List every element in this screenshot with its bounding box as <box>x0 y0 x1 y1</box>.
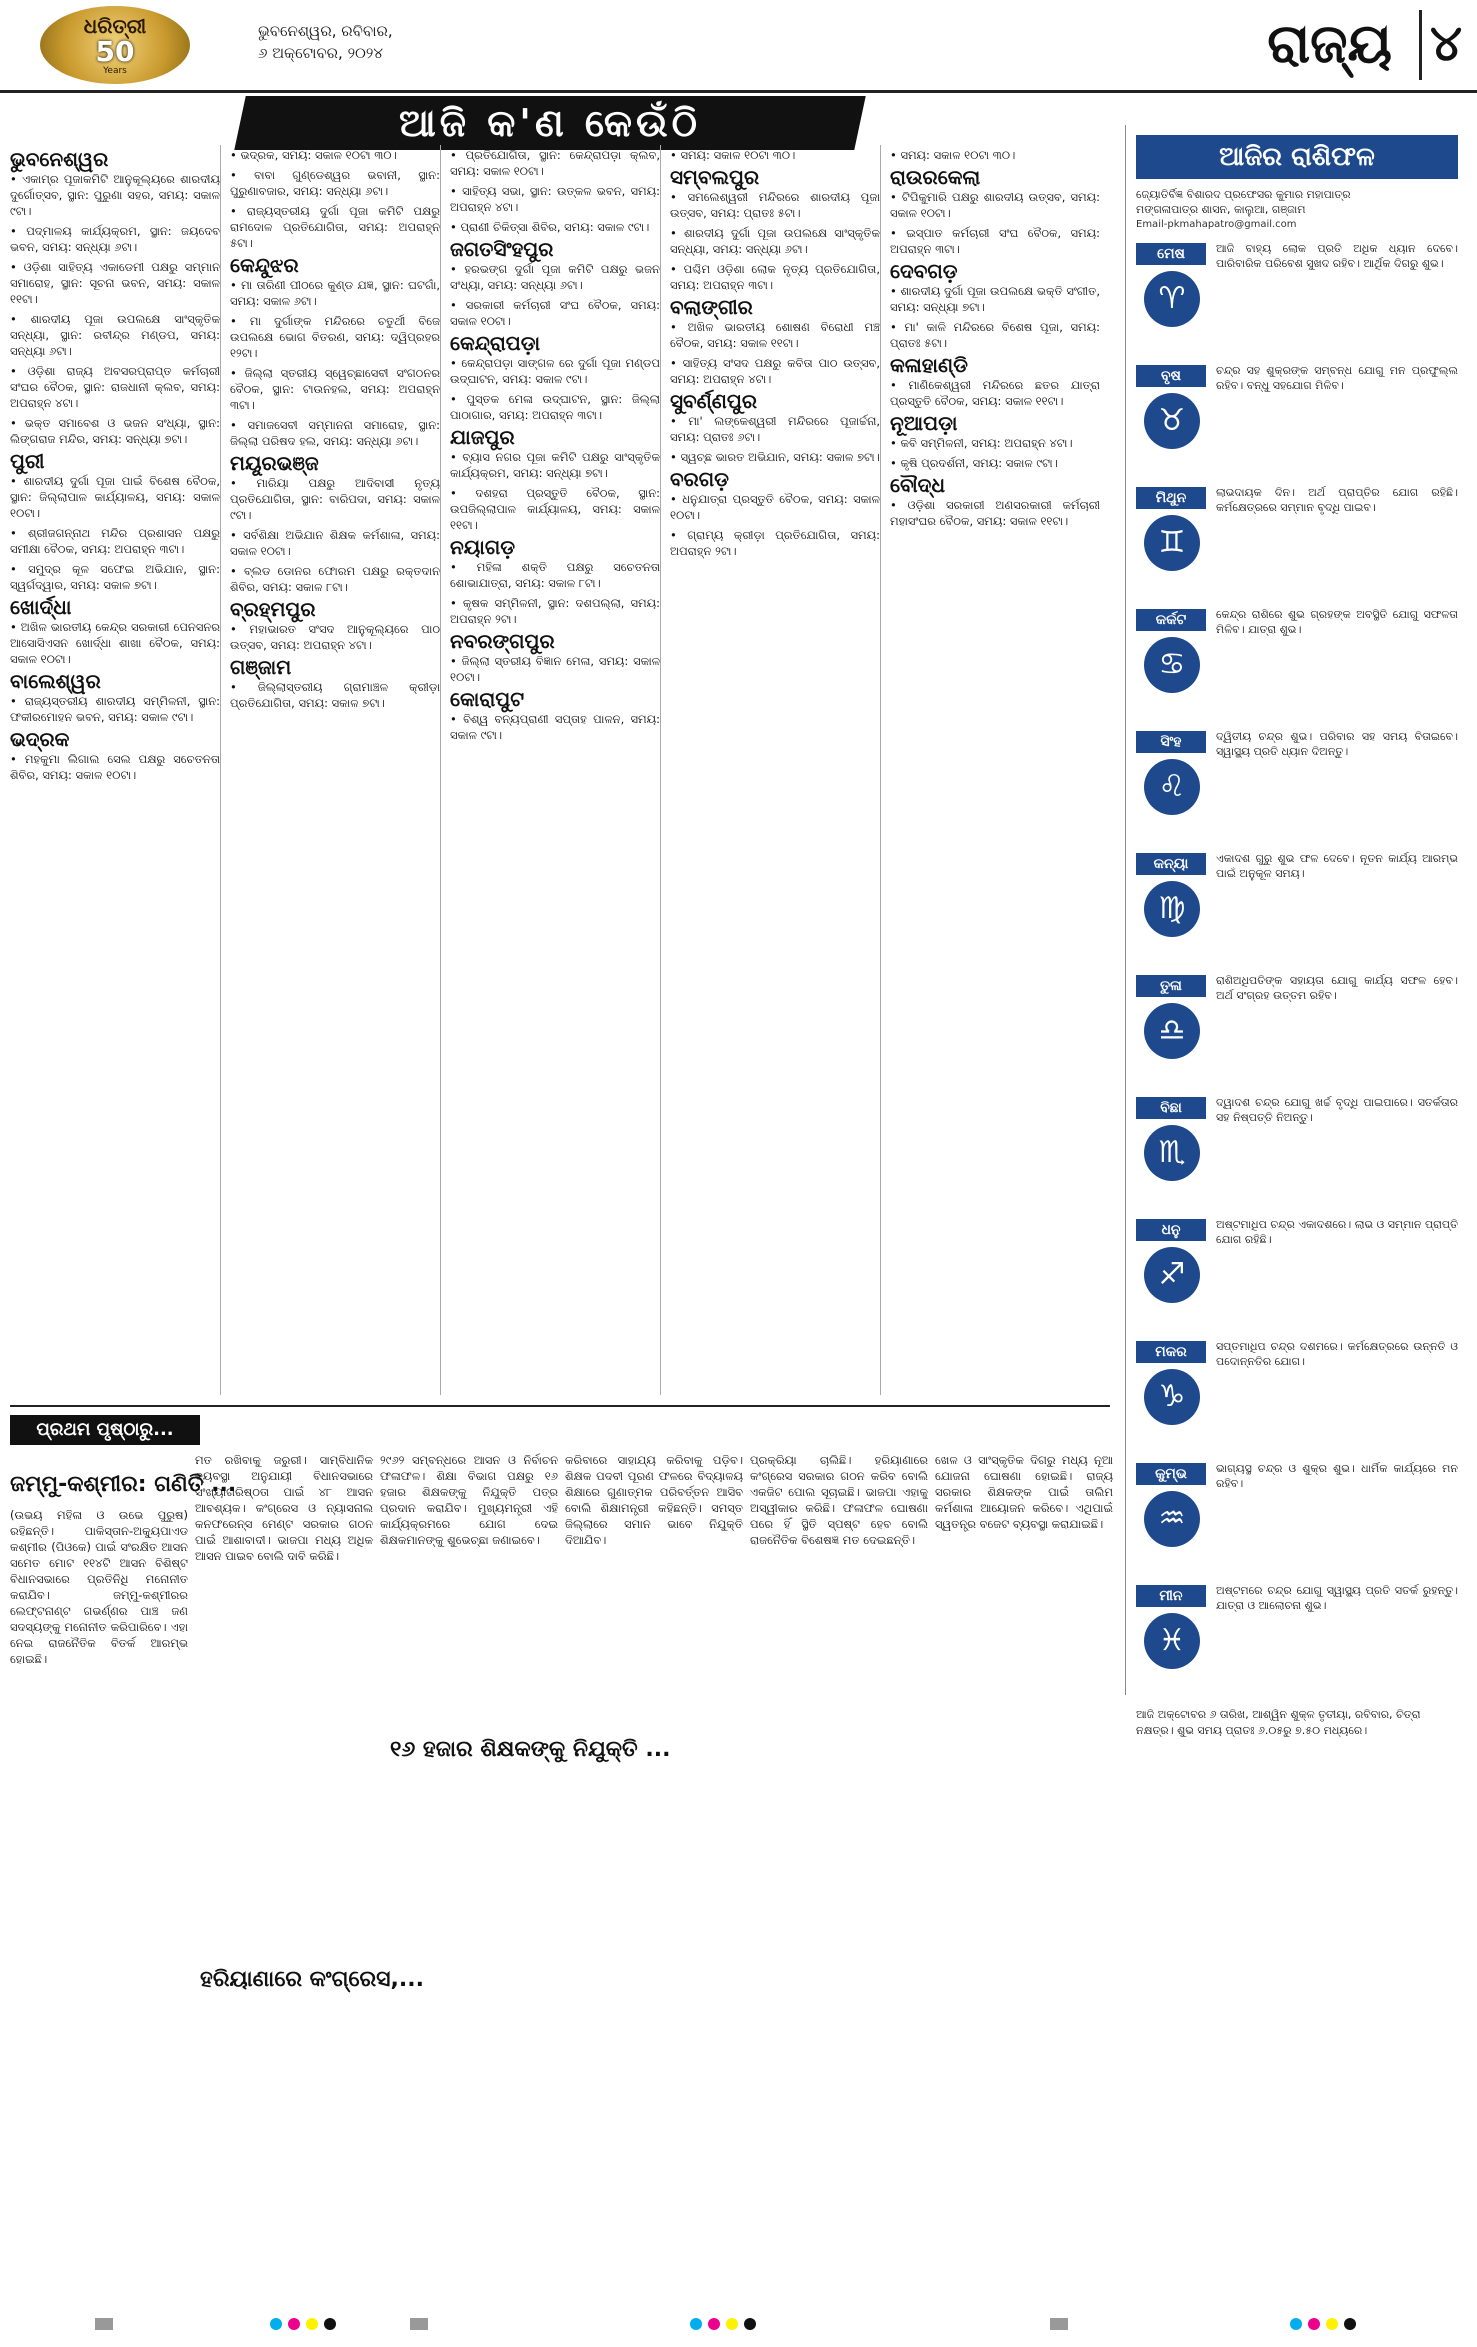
event-item: • ଟିପିକୁମାରି ପକ୍ଷରୁ ଶାରଦୀୟ ଉତ୍ସବ, ସମୟ: ସକାଳ ୧୦ଟା। <box>890 189 1100 221</box>
place-heading: ଖୋର୍ଦ୍ଧା <box>10 595 72 619</box>
page-number: ୪ <box>1429 14 1462 72</box>
front-page-article-column: ପ୍ରକ୍ରିୟା ଚାଲିଛି। ହରିୟାଣାରେ କଂଗ୍ରେସ ସରକାର ଗଠନ କରିବ ବୋଲି ଏକଜିଟ ପୋଲ ସୂଚାଇଛି। ଭାଜପା ଏହାକୁ ଅସ୍ୱୀକାର କରିଛି। ଫଳାଫଳ ଘୋଷଣା ପରେ ହିଁ ସ୍ଥିତି ସ୍ପଷ୍ଟ ହେବ ବୋଲି ରାଜନୈତିକ ବିଶେଷଜ୍ଞ ମତ ଦେଇଛନ୍ତି। <box>750 1453 928 1547</box>
event-item: • ମାରିୟା ପକ୍ଷରୁ ଆଦିବାସୀ ନୃତ୍ୟ ପ୍ରତିଯୋଗିତା, ସ୍ଥାନ: ବାରିପଦା, ସମୟ: ସକାଳ ୯ଟା। <box>230 475 440 523</box>
event-item: • ଜିଲ୍ଲା ସ୍ତରୀୟ ସ୍ୱେଚ୍ଛାସେବୀ ସଂଗଠନର ବୈଠକ, ସ୍ଥାନ: ଟାଉନହଲ, ସମୟ: ଅପରାହ୍ନ ୩ଟା। <box>230 365 440 413</box>
zodiac-name: କୁମ୍ଭ <box>1136 1463 1206 1485</box>
logo-name: ଧରିତ୍ରୀ <box>83 14 147 38</box>
virgo-icon: ♍ <box>1144 881 1200 937</box>
sagittarius-icon: ♐ <box>1144 1247 1200 1303</box>
event-item: • ପ୍ରାଣୀ ଚିକିତ୍ସା ଶିବିର, ସମୟ: ସକାଳ ୯ଟା। <box>450 219 660 235</box>
leo-icon: ♌ <box>1144 759 1200 815</box>
headline-teachers: ୧୬ ହଜାର ଶିକ୍ଷକଙ୍କୁ ନିଯୁକ୍ତି ... <box>390 1737 671 1762</box>
place-heading: ବରଗଡ଼ <box>670 467 729 491</box>
front-page-article-column: ଖେଳ ଓ ସାଂସ୍କୃତିକ ଦିଗରୁ ମଧ୍ୟ ନୂଆ ଯୋଜନା ଘୋଷଣା ହୋଇଛି। ରାଜ୍ୟ ସରକାର ଶିକ୍ଷକଙ୍କ ପାଇଁ ତାଲିମ କର୍ମଶାଳା ଆୟୋଜନ କରିବେ। ଏଥିପାଇଁ ସ୍ୱତନ୍ତ୍ର ବଜେଟ ବ୍ୟବସ୍ଥା କରାଯାଇଛି। <box>935 1453 1113 1531</box>
aries-icon: ♈ <box>1144 271 1200 327</box>
event-item: • ଇସ୍ପାତ କର୍ମଚାରୀ ସଂଘ ବୈଠକ, ସମୟ: ଅପରାହ୍ନ ୩ଟା। <box>890 225 1100 257</box>
registration-mark <box>410 2318 428 2330</box>
event-item: • ଗ୍ରାମ୍ୟ କ୍ରୀଡ଼ା ପ୍ରତିଯୋଗିତା, ସମୟ: ଅପରାହ୍ନ ୨ଟା। <box>670 527 880 559</box>
event-item: • ରାଜ୍ୟସ୍ତରୀୟ ଶାରଦୀୟ ସମ୍ମିଳନୀ, ସ୍ଥାନ: ଫକୀରମୋହନ ଭବନ, ସମୟ: ସକାଳ ୯ଟା। <box>10 693 220 725</box>
event-item: • ହରଭଙ୍ଗ ଦୁର୍ଗା ପୂଜା କମିଟି ପକ୍ଷରୁ ଭଜନ ସଂଧ୍ୟା, ସମୟ: ସନ୍ଧ୍ୟା ୬ଟା। <box>450 261 660 293</box>
astrologer-address: ମଙ୍ଗଳାପାତ୍ର ଶାସନ, କାଲୁଆ, ଗଞ୍ଜାମ <box>1136 203 1306 216</box>
event-item: • ଓଡ଼ିଶା ସରକାରୀ ଅଣସରକାରୀ କର୍ମଚାରୀ ମହାସଂଘର ବୈଠକ, ସମୟ: ସକାଳ ୧୧ଟା। <box>890 497 1100 529</box>
zodiac-name: ତୁଳା <box>1136 975 1206 997</box>
zodiac-name: ବୃଷ <box>1136 365 1206 387</box>
place-heading: ଭୁବନେଶ୍ୱର <box>10 147 109 171</box>
taurus-icon: ♉ <box>1144 393 1200 449</box>
events-column <box>230 145 441 1395</box>
event-item: • ଶାରଦୀୟ ଦୁର୍ଗା ପୂଜା ଉପଲକ୍ଷେ ସାଂସ୍କୃତିକ ସନ୍ଧ୍ୟା, ସମୟ: ସନ୍ଧ୍ୟା ୬ଟା। <box>670 225 880 257</box>
event-item: • ଶ୍ରୀଜଗନ୍ନାଥ ମନ୍ଦିର ପ୍ରଶାସନ ପକ୍ଷରୁ ସମୀକ୍ଷା ବୈଠକ, ସମୟ: ଅପରାହ୍ନ ୩ଟା। <box>10 525 220 557</box>
event-item: • ମହିଳା ଶକ୍ତି ପକ୍ଷରୁ ସଚେତନତା ଶୋଭାଯାତ୍ରା, ସମୟ: ସକାଳ ୮ଟା। <box>450 559 660 591</box>
front-page-article-column: ୨୯୬୨ ସମ୍ବନ୍ଧରେ ଆସନ ଓ ନିର୍ବାଚନ ଫଳାଫଳ। ଶିକ୍ଷା ବିଭାଗ ପକ୍ଷରୁ ୧୬ ହଜାର ଶିକ୍ଷକଙ୍କୁ ନିଯୁକ୍ତି ପତ୍ର ପ୍ରଦାନ କରାଯିବ। ମୁଖ୍ୟମନ୍ତ୍ରୀ ଏହି କାର୍ଯ୍ୟକ୍ରମରେ ଯୋଗ ଦେଇ ଶିକ୍ଷକମାନଙ୍କୁ ଶୁଭେଚ୍ଛା ଜଣାଇବେ। <box>380 1453 558 1547</box>
zodiac-text: ଦ୍ୱିତୀୟ ଚନ୍ଦ୍ର ଶୁଭ। ପରିବାର ସହ ସମୟ ବିତାଇବେ। ସ୍ୱାସ୍ଥ୍ୟ ପ୍ରତି ଧ୍ୟାନ ଦିଅନ୍ତୁ। <box>1216 730 1458 758</box>
zodiac-name: ଧନୁ <box>1136 1219 1206 1241</box>
zodiac-text: ଏକାଦଶ ଗୁରୁ ଶୁଭ ଫଳ ଦେବେ। ନୂତନ କାର୍ଯ୍ୟ ଆରମ୍ଭ ପାଇଁ ଅନୁକୂଳ ସମୟ। <box>1216 852 1458 880</box>
place-heading: ସୁବର୍ଣ୍ଣପୁର <box>670 389 758 413</box>
event-item: • ସମୟ: ସକାଳ ୧୦ଟା ୩୦। <box>890 147 1100 163</box>
event-item: • ଜିଲ୍ଲାସ୍ତରୀୟ ଗ୍ରାମାଞ୍ଚଳ କ୍ରୀଡ଼ା ପ୍ରତିଯୋଗିତା, ସମୟ: ସକାଳ ୭ଟା। <box>230 679 440 711</box>
place-heading: କେନ୍ଦୁଝର <box>230 253 299 277</box>
events-column <box>10 145 221 1395</box>
section-title: ରାଜ୍ୟ <box>1267 12 1392 75</box>
event-item: • ମା ଦୁର୍ଗାଙ୍କ ମନ୍ଦିରରେ ଚତୁର୍ଥୀ ବିଜେ ଉପଲକ୍ଷେ ଭୋଗ ବିତରଣ, ସମୟ: ଦ୍ୱିପ୍ରହର ୧୨ଟା। <box>230 313 440 361</box>
place-heading: ଭଦ୍ରକ <box>10 727 70 751</box>
event-item: • ମହାଭାରତ ସଂସଦ ଆନୁକୂଲ୍ୟରେ ପାଠ ଉତ୍ସବ, ସମୟ: ଅପରାହ୍ନ ୪ଟା। <box>230 621 440 653</box>
front-page-article-column: କରିବାରେ ସାହାଯ୍ୟ କରିବାକୁ ପଡ଼ିବ। ଶିକ୍ଷକ ପଦବୀ ପୂରଣ ଫଳରେ ବିଦ୍ୟାଳୟ ଶିକ୍ଷାରେ ଗୁଣାତ୍ମକ ପରିବର୍ତ୍ତନ ଆସିବ ବୋଲି ଶିକ୍ଷାମନ୍ତ୍ରୀ କହିଛନ୍ତି। ସମସ୍ତ ଜିଲ୍ଲାରେ ସମାନ ଭାବେ ନିଯୁକ୍ତି ଦିଆଯିବ। <box>565 1453 743 1547</box>
zodiac-text: ସପ୍ତମାଧିପ ଚନ୍ଦ୍ର ଦଶମରେ। କର୍ମକ୍ଷେତ୍ରରେ ଉନ୍ନତି ଓ ପଦୋନ୍ନତିର ଯୋଗ। <box>1216 1340 1458 1368</box>
registration-mark <box>95 2318 113 2330</box>
event-item: • ସମୟ: ସକାଳ ୧୦ଟା ୩୦। <box>670 147 880 163</box>
event-item: • ସ୍ୱଚ୍ଛ ଭାରତ ଅଭିଯାନ, ସମୟ: ସକାଳ ୭ଟା। <box>670 449 880 465</box>
event-item: • ଓଡ଼ିଶା ରାଜ୍ୟ ଅବସରପ୍ରାପ୍ତ କର୍ମଚାରୀ ସଂଘର ବୈଠକ, ସ୍ଥାନ: ରାଜଧାନୀ କ୍ଲବ, ସମୟ: ଅପରାହ୍ନ ୪ଟା। <box>10 363 220 411</box>
registration-mark <box>1050 2318 1068 2330</box>
place-heading: ବାଲେଶ୍ୱର <box>10 669 101 693</box>
event-item: • ଏକାମ୍ର ପୂଜାକମିଟି ଆନୁକୂଲ୍ୟରେ ଶାରଦୀୟ ଦୁର୍ଗୋତ୍ସବ, ସ୍ଥାନ: ପୁରୁଣା ସହର, ସମୟ: ସକାଳ ୯ଟା। <box>10 171 220 219</box>
rashifal-heading: ଆଜିର ରାଶିଫଳ <box>1136 135 1458 179</box>
place-heading: କଳାହାଣ୍ଡି <box>890 353 968 377</box>
zodiac-text: କେନ୍ଦ୍ର ରାଶିରେ ଶୁଭ ଗ୍ରହଙ୍କ ଅବସ୍ଥିତି ଯୋଗୁ ସଫଳତା ମିଳିବ। ଯାତ୍ରା ଶୁଭ। <box>1216 608 1458 636</box>
zodiac-text: ଅଷ୍ଟମରେ ଚନ୍ଦ୍ର ଯୋଗୁ ସ୍ୱାସ୍ଥ୍ୟ ପ୍ରତି ସତର୍କ ରୁହନ୍ତୁ। ଯାତ୍ରା ଓ ଆଲୋଚନା ଶୁଭ। <box>1216 1584 1458 1612</box>
event-item: • କେନ୍ଦ୍ରାପଡ଼ା ସାଙ୍ଗଳ ରେ ଦୁର୍ଗା ପୂଜା ମଣ୍ଡପ ଉଦ୍‌ଘାଟନ, ସମୟ: ସକାଳ ୯ଟା। <box>450 355 660 387</box>
events-column <box>670 145 881 1395</box>
event-item: • କୃଷକ ସମ୍ମିଳନୀ, ସ୍ଥାନ: ଦଶପଲ୍ଲା, ସମୟ: ଅପରାହ୍ନ ୨ଟା। <box>450 595 660 627</box>
place-heading: ମୟୂରଭଞ୍ଜ <box>230 451 319 475</box>
event-item: • ପ୍ରତିଯୋଗିତା, ସ୍ଥାନ: କେନ୍ଦ୍ରାପଡ଼ା କ୍ଲବ, ସମୟ: ସକାଳ ୧୦ଟା। <box>450 147 660 179</box>
section-divider <box>1419 10 1422 80</box>
event-item: • ଶାରଦୀୟ ପୂଜା ଉପଲକ୍ଷେ ସାଂସ୍କୃତିକ ସନ୍ଧ୍ୟା, ସ୍ଥାନ: ରବୀନ୍ଦ୍ର ମଣ୍ଡପ, ସମୟ: ସନ୍ଧ୍ୟା ୬ଟା। <box>10 311 220 359</box>
zodiac-name: ମିଥୁନ <box>1136 487 1206 509</box>
capricorn-icon: ♑ <box>1144 1369 1200 1425</box>
place-heading: କୋରାପୁଟ <box>450 687 525 711</box>
rashifal-column <box>1125 125 1466 1737</box>
front-page-continuation <box>10 1405 1113 2307</box>
events-columns <box>10 145 1110 1395</box>
logo-years-word: Years <box>103 66 127 76</box>
astrologer-info <box>1136 187 1458 232</box>
event-item: • ବ୍ଲଡ ଡୋନର ଫୋରମ ପକ୍ଷରୁ ରକ୍ତଦାନ ଶିବିର, ସମୟ: ସକାଳ ୮ଟା। <box>230 563 440 595</box>
dateline <box>258 20 393 64</box>
astrologer-email: Email-pkmahapatro@gmail.com <box>1136 219 1297 230</box>
zodiac-name: ମକର <box>1136 1341 1206 1363</box>
event-item: • ସାହିତ୍ୟ ସଭା, ସ୍ଥାନ: ଉତ୍କଳ ଭବନ, ସମୟ: ଅପରାହ୍ନ ୪ଟା। <box>450 183 660 215</box>
front-page-article-column: (ଉଭୟ ମହିଳା ଓ ଉଭେ ପୁରୁଷ) ରହିଛନ୍ତି। ପାକିସ୍ତାନ-ଅକ୍ୟୁପାଏଡ କଶ୍ମୀର (ପିଓକେ) ପାଇଁ ସଂରକ୍ଷିତ ଆସନ ସମେତ ମୋଟ ୧୧୪ଟି ଆସନ ବିଶିଷ୍ଟ ବିଧାନସଭାରେ ପ୍ରତିନିଧି ମନୋନୀତ କରାଯିବ। ଜମ୍ମୁ-କଶ୍ମୀରର ଲେଫ୍ଟନାଣ୍ଟ ଗଭର୍ଣ୍ଣର ପାଞ୍ଚ ଜଣ ସଦସ୍ୟଙ୍କୁ ମନୋନୀତ କରିପାରିବେ। ଏହା ନେଇ ରାଜନୈତିକ ବିତର୍କ ଆରମ୍ଭ ହୋଇଛି। <box>10 1508 188 1666</box>
event-item: • ବିଶ୍ୱ ବନ୍ୟପ୍ରାଣୀ ସପ୍ତାହ ପାଳନ, ସମୟ: ସକାଳ ୯ଟା। <box>450 711 660 743</box>
color-registration-dots <box>690 2318 756 2330</box>
zodiac-text: ଆଜି ବାହ୍ୟ ଲୋକ ପ୍ରତି ଅଧିକ ଧ୍ୟାନ ଦେବେ। ପାରିବାରିକ ପରିବେଶ ସୁଖଦ ରହିବ। ଆର୍ଥିକ ଦିଗରୁ ଶୁଭ। <box>1216 242 1458 270</box>
place-heading: ବଲାଙ୍ଗୀର <box>670 295 753 319</box>
zodiac-name: ସିଂହ <box>1136 731 1206 753</box>
event-item: • ଜିଲ୍ଲା ସ୍ତରୀୟ ବିଜ୍ଞାନ ମେଳା, ସମୟ: ସକାଳ ୧୦ଟା। <box>450 653 660 685</box>
event-item: • ସରକାରୀ କର୍ମଚାରୀ ସଂଘ ବୈଠକ, ସମୟ: ସକାଳ ୧୦ଟା। <box>450 297 660 329</box>
aquarius-icon: ♒ <box>1144 1491 1200 1547</box>
event-item: • ଭଦ୍ରକ, ସମୟ: ସକାଳ ୧୦ଟା ୩୦। <box>230 147 440 163</box>
zodiac-text: ଅଷ୍ଟମାଧିପ ଚନ୍ଦ୍ର ଏକାଦଶରେ। ଲାଭ ଓ ସମ୍ମାନ ପ୍ରାପ୍ତି ଯୋଗ ରହିଛି। <box>1216 1218 1458 1246</box>
place-heading: ନୟାଗଡ଼ <box>450 535 516 559</box>
front-page-heading: ପ୍ରଥମ ପୃଷ୍ଠାରୁ... <box>10 1415 200 1445</box>
event-item: • କବି ସମ୍ମିଳନୀ, ସମୟ: ଅପରାହ୍ନ ୪ଟା। <box>890 435 1100 451</box>
events-banner <box>234 96 865 150</box>
event-item: • ଦଶହରା ପ୍ରସ୍ତୁତି ବୈଠକ, ସ୍ଥାନ: ଉପଜିଲ୍ଲାପାଳ କାର୍ଯ୍ୟାଳୟ, ସମୟ: ସକାଳ ୧୧ଟା। <box>450 485 660 533</box>
event-item: • ଶାରଦୀୟ ଦୁର୍ଗା ପୂଜା ଉପଲକ୍ଷେ ଭକ୍ତି ସଂଗୀତ, ସମୟ: ସନ୍ଧ୍ୟା ୭ଟା। <box>890 283 1100 315</box>
color-registration-dots <box>270 2318 336 2330</box>
date-line-1: ଭୁବନେଶ୍ୱର, ରବିବାର, <box>258 22 393 40</box>
place-heading: କେନ୍ଦ୍ରାପଡ଼ା <box>450 331 541 355</box>
event-item: • ବ୍ୟାସ ନଗର ପୂଜା କମିଟି ପକ୍ଷରୁ ସାଂସ୍କୃତିକ କାର୍ଯ୍ୟକ୍ରମ, ସମୟ: ସନ୍ଧ୍ୟା ୭ଟା। <box>450 449 660 481</box>
masthead <box>0 0 1477 93</box>
event-item: • ପଦ୍ମାଳୟ କାର୍ଯ୍ୟକ୍ରମ, ସ୍ଥାନ: ଜୟଦେବ ଭବନ, ସମୟ: ସନ୍ଧ୍ୟା ୬ଟା। <box>10 223 220 255</box>
zodiac-name: ମେଷ <box>1136 243 1206 265</box>
event-item: • ମା' କାଳି ମନ୍ଦିରରେ ବିଶେଷ ପୂଜା, ସମୟ: ପ୍ରାତଃ ୫ଟା। <box>890 319 1100 351</box>
zodiac-text: ଭାଗ୍ୟସ୍ଥ ଚନ୍ଦ୍ର ଓ ଶୁକ୍ର ଶୁଭ। ଧାର୍ମିକ କାର୍ଯ୍ୟରେ ମନ ରହିବ। <box>1216 1462 1458 1490</box>
zodiac-name: କର୍କଟ <box>1136 609 1206 631</box>
zodiac-text: ଦ୍ୱାଦଶ ଚନ୍ଦ୍ର ଯୋଗୁ ଖର୍ଚ୍ଚ ବୃଦ୍ଧି ପାଇପାରେ। ସତର୍କତାର ସହ ନିଷ୍ପତ୍ତି ନିଅନ୍ତୁ। <box>1216 1096 1458 1124</box>
scorpio-icon: ♏ <box>1144 1125 1200 1181</box>
zodiac-name: ମୀନ <box>1136 1585 1206 1607</box>
events-column <box>890 145 1100 1395</box>
libra-icon: ♎ <box>1144 1003 1200 1059</box>
gemini-icon: ♊ <box>1144 515 1200 571</box>
logo-years: 50 <box>95 35 135 68</box>
place-heading: ଯାଜପୁର <box>450 425 515 449</box>
event-item: • ପଶ୍ଚିମ ଓଡ଼ିଶା ଲୋକ ନୃତ୍ୟ ପ୍ରତିଯୋଗିତା, ସମୟ: ଅପରାହ୍ନ ୩ଟା। <box>670 261 880 293</box>
panchang-text: ଆଜି ଅକ୍ଟୋବର ୬ ତାରିଖ, ଆଶ୍ୱିନ ଶୁକ୍ଳ ତୃତୀୟା, ରବିବାର, ଚିତ୍ରା ନକ୍ଷତ୍ର। ଶୁଭ ସମୟ ପ୍ରାତଃ ୬.୦୫ରୁ ୭.୫୦ ମଧ୍ୟରେ। <box>1136 1708 1421 1737</box>
place-heading: ନବରଙ୍ଗପୁର <box>450 629 555 653</box>
zodiac-text: ଲାଭଦାୟକ ଦିନ। ଅର୍ଥ ପ୍ରାପ୍ତିର ଯୋଗ ରହିଛି। କର୍ମକ୍ଷେତ୍ରରେ ସମ୍ମାନ ବୃଦ୍ଧି ପାଇବ। <box>1216 486 1458 514</box>
headline-haryana: ହରିୟାଣାରେ କଂଗ୍ରେସ,... <box>200 1967 424 1992</box>
event-item: • ସମୁଦ୍ର କୂଳ ସଫେଇ ଅଭିଯାନ, ସ୍ଥାନ: ସ୍ୱର୍ଗଦ୍ୱାର, ସମୟ: ସକାଳ ୭ଟା। <box>10 561 220 593</box>
event-item: • ଭକ୍ତ ସମାବେଶ ଓ ଭଜନ ସଂଧ୍ୟା, ସ୍ଥାନ: ଲିଙ୍ଗରାଜ ମନ୍ଦିର, ସମୟ: ସନ୍ଧ୍ୟା ୭ଟା। <box>10 415 220 447</box>
event-item: • ବାବା ଗୁଣ୍ଡେଶ୍ୱର ଭବାନୀ, ସ୍ଥାନ: ପୁରୁଣାବଜାର, ସମୟ: ସନ୍ଧ୍ୟା ୬ଟା। <box>230 167 440 199</box>
event-item: • ଅଖିଳ ଭାରତୀୟ କେନ୍ଦ୍ର ସରକାରୀ ପେନସନର ଆସୋସିଏସନ ଖୋର୍ଦ୍ଧା ଶାଖା ବୈଠକ, ସମୟ: ସକାଳ ୧୦ଟା। <box>10 619 220 667</box>
event-item: • ଶାରଦୀୟ ଦୁର୍ଗା ପୂଜା ପାଇଁ ବିଶେଷ ବୈଠକ, ସ୍ଥାନ: ଜିଲ୍ଲାପାଳ କାର୍ଯ୍ୟାଳୟ, ସମୟ: ସକାଳ ୧୦ଟା। <box>10 473 220 521</box>
event-item: • ମହକୁମା ଲିଗାଲ ସେଲ ପକ୍ଷରୁ ସଚେତନତା ଶିବିର, ସମୟ: ସକାଳ ୧୦ଟା। <box>10 751 220 783</box>
astrologer-name: ଜ୍ୟୋତିର୍ବିଜ୍ଞ ବିଶାରଦ ପ୍ରଫେସର କୁମାର ମହାପାତ୍ର <box>1136 188 1351 201</box>
headline-jammu-kashmir: ଜମ୍ମୁ-କଶ୍ମୀର: ଗଣିତି ... <box>10 1472 237 1497</box>
zodiac-name: ବିଛା <box>1136 1097 1206 1119</box>
event-item: • ପୁସ୍ତକ ମେଳା ଉଦ୍‌ଘାଟନ, ସ୍ଥାନ: ଜିଲ୍ଲା ପାଠାଗାର, ସମୟ: ଅପରାହ୍ନ ୩ଟା। <box>450 391 660 423</box>
event-item: • ସମଲେଶ୍ୱରୀ ମନ୍ଦିରରେ ଶାରଦୀୟ ପୂଜା ଉତ୍ସବ, ସମୟ: ପ୍ରାତଃ ୫ଟା। <box>670 189 880 221</box>
events-column <box>450 145 661 1395</box>
front-page-article-column: ମତ ରଖିବାକୁ ଜରୁରୀ। ସାମ୍ବିଧାନିକ ବ୍ୟବସ୍ଥା ଅନୁଯାୟୀ ବିଧାନସଭାରେ ସଂଖ୍ୟାଗରିଷ୍ଠତା ପାଇଁ ୪୮ ଆସନ ଆବଶ୍ୟକ। କଂଗ୍ରେସ ଓ ନ୍ୟାସନାଲ କନଫରେନ୍ସ ମେଣ୍ଟ ସରକାର ଗଠନ ପାଇଁ ଆଶାବାଦୀ। ଭାଜପା ମଧ୍ୟ ଅଧିକ ଆସନ ପାଇବ ବୋଲି ଦାବି କରିଛି। <box>195 1453 373 1563</box>
place-heading: ଦେବଗଡ଼ <box>890 259 958 283</box>
place-heading: ସମ୍ବଲପୁର <box>670 165 760 189</box>
page-footer <box>0 2310 1477 2339</box>
newspaper-logo <box>40 6 190 84</box>
place-heading: ପୁରୀ <box>10 449 45 473</box>
event-item: • ସାହିତ୍ୟ ସଂସଦ ପକ୍ଷରୁ କବିତା ପାଠ ଉତ୍ସବ, ସମୟ: ଅପରାହ୍ନ ୪ଟା। <box>670 355 880 387</box>
date-line-2: ୬ ଅକ୍ଟୋବର, ୨୦୨୪ <box>258 44 383 62</box>
zodiac-name: କନ୍ୟା <box>1136 853 1206 875</box>
cancer-icon: ♋ <box>1144 637 1200 693</box>
event-item: • ରାଜ୍ୟସ୍ତରୀୟ ଦୁର୍ଗା ପୂଜା କମିଟି ପକ୍ଷରୁ ରାମଦୋଳ ପ୍ରତିଯୋଗିତା, ସମୟ: ଅପରାହ୍ନ ୫ଟା। <box>230 203 440 251</box>
event-item: • ସମାଜସେବୀ ସମ୍ମାନନା ସମାରୋହ, ସ୍ଥାନ: ଜିଲ୍ଲା ପରିଷଦ ହଲ, ସମୟ: ସନ୍ଧ୍ୟା ୬ଟା। <box>230 417 440 449</box>
place-heading: ବ୍ରହ୍ମପୁର <box>230 597 316 621</box>
event-item: • ଧନୁଯାତ୍ରା ପ୍ରସ୍ତୁତି ବୈଠକ, ସମୟ: ସକାଳ ୧୦ଟା। <box>670 491 880 523</box>
pisces-icon: ♓ <box>1144 1613 1200 1669</box>
event-item: • ମା ତାରିଣୀ ପୀଠରେ କୁଣ୍ଡ ଯଜ୍ଞ, ସ୍ଥାନ: ଘଟଗାଁ, ସମୟ: ସକାଳ ୬ଟା। <box>230 277 440 309</box>
color-registration-dots <box>1290 2318 1356 2330</box>
event-item: • ସର୍ବଶିକ୍ଷା ଅଭିଯାନ ଶିକ୍ଷକ କର୍ମଶାଳା, ସମୟ: ସକାଳ ୧୦ଟା। <box>230 527 440 559</box>
place-heading: ରାଉରକେଲା <box>890 165 981 189</box>
place-heading: ନୂଆପଡ଼ା <box>890 411 958 435</box>
event-item: • ମାଣିକେଶ୍ୱରୀ ମନ୍ଦିରରେ ଛତର ଯାତ୍ରା ପ୍ରସ୍ତୁତି ବୈଠକ, ସମୟ: ସକାଳ ୧୧ଟା। <box>890 377 1100 409</box>
event-item: • ଅଖିଳ ଭାରତୀୟ ଶୋଷଣ ବିରୋଧୀ ମଞ୍ଚ ବୈଠକ, ସମୟ: ସକାଳ ୧୧ଟା। <box>670 319 880 351</box>
events-banner-title: ଆଜି କ'ଣ କେଉଁଠି <box>398 101 702 145</box>
place-heading: ବୌଦ୍ଧ <box>890 473 945 497</box>
place-heading: ଗଞ୍ଜାମ <box>230 655 292 679</box>
place-heading: ଜଗତସିଂହପୁର <box>450 237 554 261</box>
event-item: • ମା' ଲଙ୍କେଶ୍ୱରୀ ମନ୍ଦିରରେ ପୂଜାର୍ଚ୍ଚନା, ସମୟ: ପ୍ରାତଃ ୬ଟା। <box>670 413 880 445</box>
zodiac-text: ଚନ୍ଦ୍ର ସହ ଶୁକ୍ରଙ୍କ ସମ୍ବନ୍ଧ ଯୋଗୁ ମନ ପ୍ରଫୁଲ୍ଲ ରହିବ। ବନ୍ଧୁ ସହଯୋଗ ମିଳିବ। <box>1216 364 1458 392</box>
event-item: • କୃଷି ପ୍ରଦର୍ଶନୀ, ସମୟ: ସକାଳ ୯ଟା। <box>890 455 1100 471</box>
event-item: • ଓଡ଼ିଶା ସାହିତ୍ୟ ଏକାଡେମୀ ପକ୍ଷରୁ ସମ୍ମାନ ସମାରୋହ, ସ୍ଥାନ: ସୂଚନା ଭବନ, ସମୟ: ସକାଳ ୧୧ଟା। <box>10 259 220 307</box>
zodiac-text: ରାଶିଅଧିପତିଙ୍କ ସହାୟତା ଯୋଗୁ କାର୍ଯ୍ୟ ସଫଳ ହେବ। ଅର୍ଥ ସଂଗ୍ରହ ଉତ୍ତମ ରହିବ। <box>1216 974 1458 1002</box>
